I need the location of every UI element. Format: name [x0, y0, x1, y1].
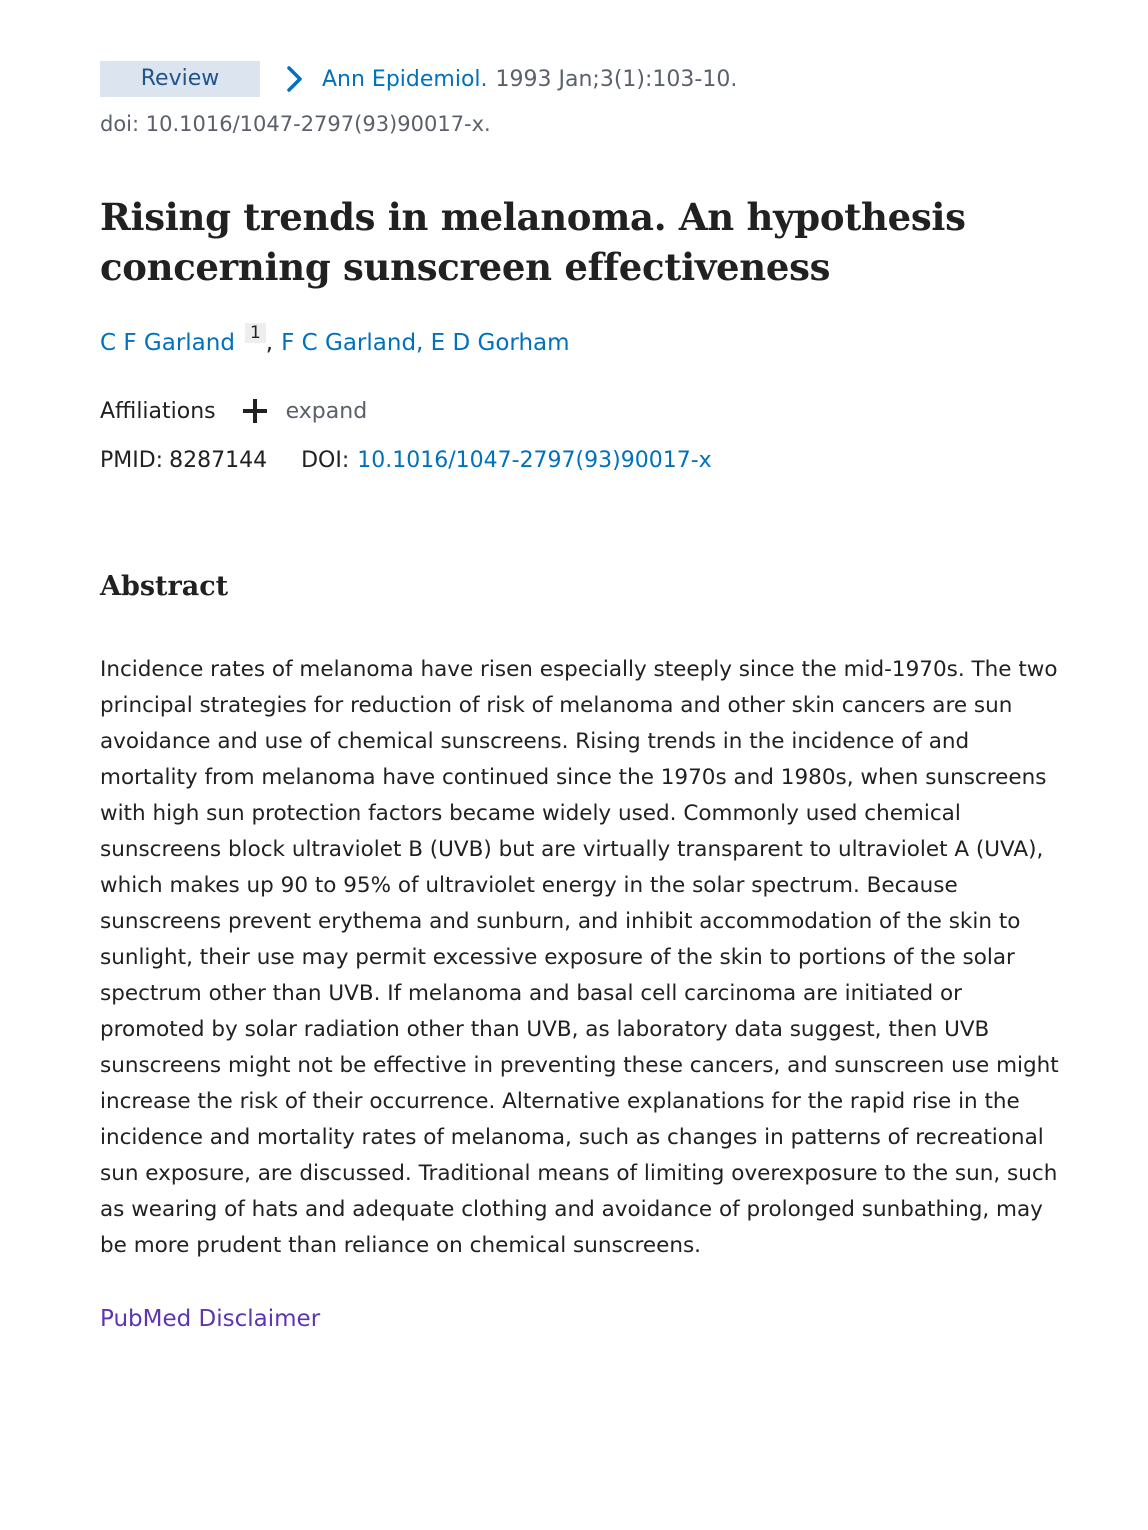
plus-icon[interactable]: [240, 396, 270, 426]
doi-link[interactable]: 10.1016/1047-2797(93)90017-x: [357, 448, 712, 473]
citation-row: [100, 60, 1060, 98]
pmid-value: 8287144: [169, 448, 268, 473]
review-badge: Review: [100, 61, 260, 97]
author-link-first[interactable]: C F Garland: [100, 330, 235, 356]
expand-affiliations-button[interactable]: expand: [285, 398, 368, 424]
affiliations-row[interactable]: [100, 396, 1060, 426]
abstract-text: Incidence rates of melanoma have risen especially steeply since the mid-1970s. The two principal strategies for reduction of risk of melanoma and other skin cancers are sun avoidance and use of chemical sunscreens. Rising trends in the incidence of and mortality from melanoma have continued since the 1970s and 1980s, when sunscreens with high sun protection factors became widely used. Commonly used chemical sunscreens block ultraviolet B (UVB) but are virtually transparent to ultraviolet A (UVA), which makes up 90 to 95% of ultraviolet energy in the solar spectrum. Because sunscreens prevent erythema and sunburn, and inhibit accommodation of the skin to sunlight, their use may permit excessive exposure of the skin to portions of the solar spectrum other than UVB. If melanoma and basal cell carcinoma are initiated or promoted by solar radiation other than UVB, as laboratory data suggest, then UVB sunscreens might not be effective in preventing these cancers, and sunscreen use might increase the risk of their occurrence. Alternative explanations for the rapid rise in the incidence and mortality rates of melanoma, such as changes in patterns of recreational sun exposure, are discussed. Traditional means of limiting overexposure to the sun, such as wearing of hats and adequate clothing and avoidance of prolonged sunbathing, may be more prudent than reliance on chemical sunscreens.: [100, 657, 1059, 1258]
author-links-rest[interactable]: F C Garland, E D Gorham: [281, 330, 570, 356]
abstract-heading: Abstract: [100, 571, 229, 602]
doi-label: DOI:: [301, 448, 350, 473]
citation-details: 1993 Jan;3(1):103-10.: [495, 66, 738, 92]
affiliations-label: Affiliations: [100, 398, 216, 424]
article-page: [100, 60, 1060, 1332]
author-separator: ,: [265, 330, 274, 356]
chevron-right-icon[interactable]: [284, 64, 306, 94]
identifiers-row: [100, 448, 1060, 473]
affiliation-number-button[interactable]: 1: [245, 323, 266, 343]
pmid-label: PMID:: [100, 448, 164, 473]
pubmed-disclaimer-link[interactable]: PubMed Disclaimer: [100, 1306, 321, 1332]
author-list: [100, 323, 1060, 356]
journal-link[interactable]: Ann Epidemiol.: [322, 66, 488, 92]
doi-group: [301, 448, 712, 473]
article-title: Rising trends in melanoma. An hypothesis concerning sunscreen effectiveness: [100, 195, 966, 289]
citation-doi: doi: 10.1016/1047-2797(93)90017-x.: [100, 112, 491, 136]
